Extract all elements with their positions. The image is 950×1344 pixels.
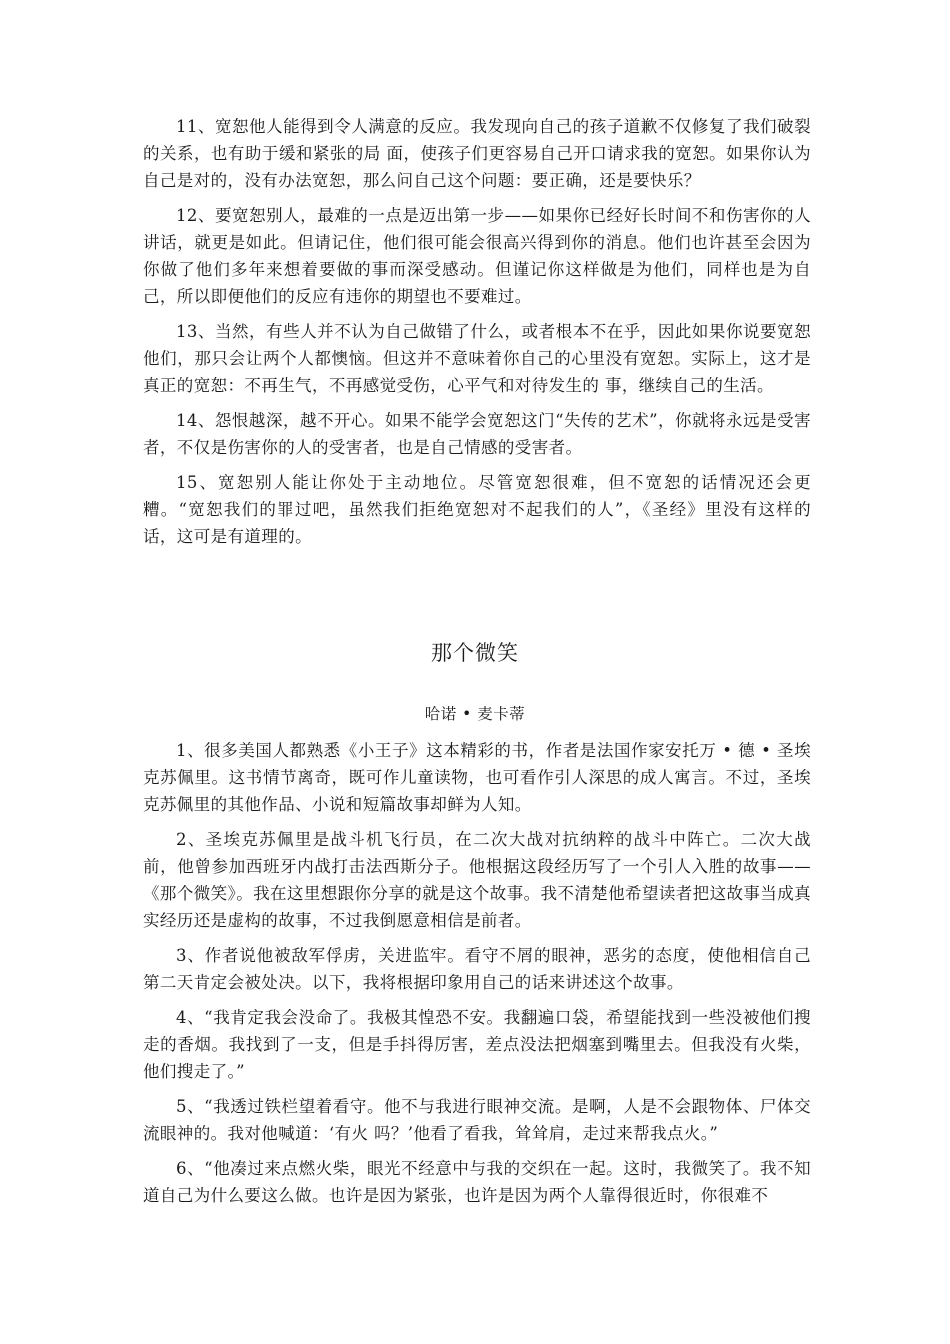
story-paragraph-4: 4、“我肯定我会没命了。我极其惶恐不安。我翻遍口袋，希望能找到一些没被他们搜走的香烟。我找到了一支，但是手抖得厉害，差点没法把烟塞到嘴里去。但我没有火柴，他们搜走了。” <box>143 1008 811 1081</box>
paragraph-15: 15、宽恕别人能让你处于主动地位。尽管宽恕很难，但不宽恕的话情况还会更糟。“宽恕我们的罪过吧，虽然我们拒绝宽恕对不起我们的人”，《圣经》里没有这样的话，这可是有道理的。 <box>143 473 811 546</box>
section-the-smile <box>143 737 811 1209</box>
paragraph-14: 14、怨恨越深，越不开心。如果不能学会宽恕这门“失传的艺术”，你就将永远是受害者，不仅是伤害你的人的受害者，也是自己情感的受害者。 <box>143 411 811 457</box>
paragraph-13: 13、当然，有些人并不认为自己做错了什么，或者根本不在乎，因此如果你说要宽恕他们，那只会让两个人都懊恼。但这并不意味着你自己的心里没有宽恕。实际上，这才是真正的宽恕：不再生气，不再感觉受伤，心平气和对待发生的 事，继续自己的生活。 <box>143 322 811 395</box>
paragraph-12: 12、要宽恕别人，最难的一点是迈出第一步——如果你已经好长时间不和伤害你的人讲话，就更是如此。但请记住，他们很可能会很高兴得到你的消息。他们也许甚至会因为你做了他们多年来想着要做的事而深受感动。但谨记你这样做是为他们，同样也是为自己，所以即便他们的反应有违你的期望也不要难过。 <box>143 206 811 306</box>
section-forgiveness-tips <box>143 113 811 550</box>
story-paragraph-6: 6、“他凑过来点燃火柴，眼光不经意中与我的交织在一起。这时，我微笑了。我不知道自己为什么要这么做。也许是因为紧张，也许是因为两个人靠得很近时，你很难不 <box>143 1159 811 1205</box>
story-paragraph-5: 5、“我透过铁栏望着看守。他不与我进行眼神交流。是啊，人是不会跟物体、尸体交流眼神的。我对他喊道：‘有火 吗？’他看了看我，耸耸肩，走过来帮我点火。” <box>143 1097 811 1143</box>
story-paragraph-2: 2、圣埃克苏佩里是战斗机飞行员，在二次大战对抗纳粹的战斗中阵亡。二次大战前，他曾参加西班牙内战打击法西斯分子。他根据这段经历写了一个引人入胜的故事——《那个微笑》。我在这里想跟你分享的就是这个故事。我不清楚他希望读者把这故事当成真实经历还是虚构的故事，不过我倒愿意相信是前者。 <box>143 830 811 930</box>
article-author: 哈诺 • 麦卡蒂 <box>424 705 526 723</box>
paragraph-11: 11、宽恕他人能得到令人满意的反应。我发现向自己的孩子道歉不仅修复了我们破裂的关系，也有助于缓和紧张的局 面，使孩子们更容易自己开口请求我的宽恕。如果你认为自己是对的，没有办法宽恕，那么问自己这个问题：要正确，还是要快乐？ <box>143 117 811 190</box>
story-paragraph-3: 3、作者说他被敌军俘虏，关进监牢。看守不屑的眼神，恶劣的态度，使他相信自己第二天肯定会被处决。以下，我将根据印象用自己的话来讲述这个故事。 <box>143 946 811 992</box>
story-paragraph-1: 1、很多美国人都熟悉《小王子》这本精彩的书，作者是法国作家安托万 • 德 • 圣埃克苏佩里。这书情节离奇，既可作儿童读物，也可看作引人深思的成人寓言。不过，圣埃克苏佩里的其他作品、小说和短篇故事却鲜为人知。 <box>143 741 811 814</box>
article-title: 那个微笑 <box>431 641 519 665</box>
